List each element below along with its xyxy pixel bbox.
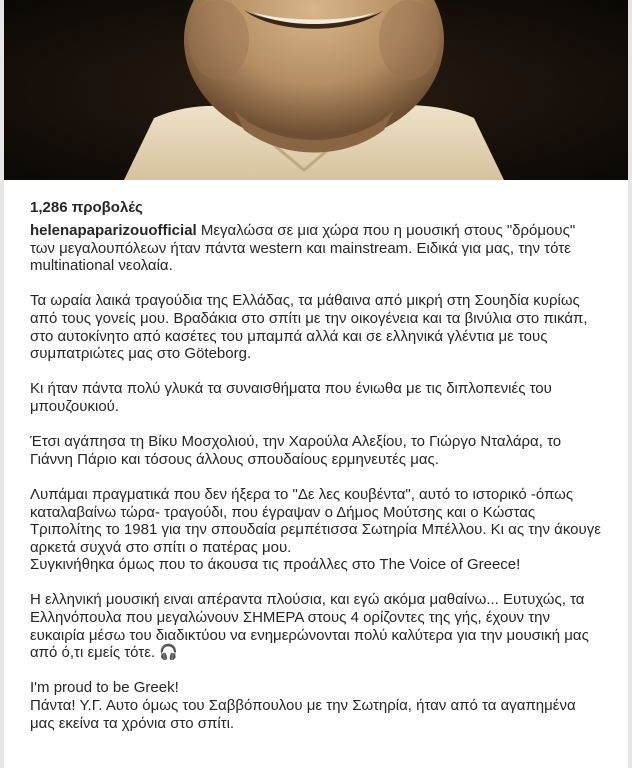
caption-paragraph xyxy=(30,222,602,275)
caption-paragraph: Λυπάμαι πραγματικά που δεν ήξερα το "Δε λες κουβέντα", αυτό το ιστορικό -όπως καταλαβαίνω τώρα- τραγούδι, που έγραψαν ο Δήμος Μούτσης και ο Κώστας Τριπολίτης το 1981 για την σπουδαία ρεμπέτισσα Σωτηρία Μπέλλου. Κι ας την άκουγε αρκετά συχνά στο σπίτι ο πατέρας μου. Συγκινήθηκα όμως που το άκουσα τις προάλλες στο The Voice of Greece! xyxy=(30,485,601,574)
portrait-photo-icon xyxy=(4,0,628,180)
caption-text: Μεγαλώσα σε μια χώρα που η μουσική στους "δρόμους" των μεγαλουπόλεων ήταν πάντα western και mainstream. Ειδικά για μας, την τότε multinational νεολαία. xyxy=(30,222,576,275)
caption-paragraph: Τα ωραία λαικά τραγούδια της Ελλάδας, τα μάθαινα από μικρή στη Σουηδία κυρίως από τους γονείς μου. Βραδάκια στο σπίτι με την οικογένεια και τα βινύλια στο πικάπ, στο αυτοκίνητο από κασέτες του μπαμπά αλλά και σε ελληνικά γλέντια με τους συμπατριώτες μας στο Göteborg. xyxy=(30,292,588,363)
caption xyxy=(30,222,602,732)
caption-paragraph: Έτσι αγάπησα τη Βίκυ Μοσχολιού, την Χαρούλα Αλεξίου, το Γιώργο Νταλάρα, το Γιάννη Πάριο και τόσους άλλους σπουδαίους ερμηνευτές μας. xyxy=(30,433,562,468)
username-link[interactable]: helenapaparizouofficial xyxy=(30,222,197,239)
caption-paragraph: I'm proud to be Greek! Πάντα! Υ.Γ. Αυτο όμως του Σαββόπουλου με την Σωτηρία, ήταν από τα αγαπημένα μας εκείνα τα χρόνια στο σπίτι. xyxy=(30,679,576,732)
caption-paragraph: Η ελληνική μουσική ειναι απέραντα πλούσια, και εγώ ακόμα μαθαίνω... Ευτυχώς, τα Ελληνόπουλα που μεγαλώνουν ΣΗΜΕΡΑ στους 4 ορίζοντες της γής, έχουν την ευκαιρία μέσω του διαδικτύου να ενημερώνονται πολύ καλύτερα για την μουσική μας από ό,τι εμείς τότε. 🎧 xyxy=(30,591,589,662)
post-content xyxy=(30,198,602,750)
right-border xyxy=(628,0,632,768)
caption-paragraph: Κι ήταν πάντα πολύ γλυκά τα συναισθήματα που ένιωθα με τις διπλοπενιές του μπουζουκιού. xyxy=(30,380,552,415)
post-photo[interactable] xyxy=(4,0,628,180)
view-count: 1,286 προβολές xyxy=(30,199,143,216)
